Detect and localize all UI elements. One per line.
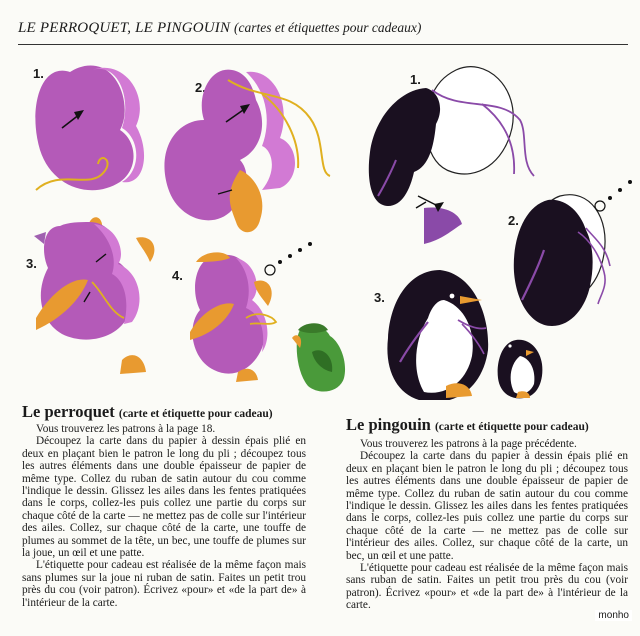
penguin-section-title [346,415,589,435]
penguin-para3: L'étiquette pour cadeau est réalisée de la même façon mais sans ruban de satin. Faites un petit trou près du cou (voir patron). Écrivez «pour» et «de la part de» à l'intérieur de la carte. [346,562,628,612]
penguin-step3-illustration [387,270,488,400]
penguin-step-3: 3. [374,290,385,305]
penguin-instructions [346,438,628,612]
parrot-step-1: 1. [33,66,44,81]
penguin-title-paren: (carte et étiquette pour cadeau) [434,421,589,433]
parrot-step-4: 4. [172,268,183,283]
page-subtitle: (cartes et étiquettes pour cadeaux) [233,20,422,35]
penguin-step1-illustration [369,67,534,244]
parrot-step1-illustration [35,65,144,190]
penguin-step-2: 2. [508,213,519,228]
parrot-step3-illustration [34,217,154,374]
penguin-step-1: 1. [410,72,421,87]
penguin-para1: Vous trouverez les patrons à la page précédente. [360,438,577,450]
green-parrot-tag-illustration [292,323,345,391]
parrot-para3: L'étiquette pour cadeau est réalisée de la même façon mais sans plumes sur la joue ni ruban de satin. Faites un petit trou près du cou (voir patron). Écrivez «pour» et «de la part de» à l'intérieur de la carte. [22,559,306,609]
penguin-title: Le pingouin [346,415,431,434]
parrot-title: Le perroquet [22,402,115,421]
penguin-para2: Découpez la carte dans du papier à dessin épais plié en deux en plaçant bien le patron le long du pli ; découpez tous les autres éléments dans une double épaisseur de papier de même type. Collez du ruban de satin autour du cou comme l'indique le dessin. Glissez les ailes dans les fentes pratiquées dans le corps, collez-les puis collez une partie du corps sur chaque côté de la carte — ne mettez pas de colle sur l'intérieur des ailes. Collez, sur chaque côté de la carte, un bec, un œil et une patte. [346,450,628,562]
parrot-para2: Découpez la carte dans du papier à dessin épais plié en deux en plaçant bien le patron le long du pli ; découpez tous les autres éléments dans une double épaisseur de papier de même type. Collez du ruban de satin autour du cou comme l'indique le dessin. Glissez les ailes dans les fentes pratiquées dans le corps, collez-les puis collez une partie du corps sur chaque côté de la carte — ne mettez pas de colle sur l'intérieur des ailes. Collez, sur chaque côté de la carte, une touffe de plumes au sommet de la tête, un bec, une touffe de plumes sur la joue, un œil et une patte. [22,435,306,560]
parrot-step-2: 2. [195,80,206,95]
parrot-title-paren: (carte et étiquette pour cadeau) [118,408,273,420]
parrot-section-title [22,402,273,422]
page-title: LE PERROQUET, LE PINGOUIN [18,20,231,36]
parrot-para1: Vous trouverez les patrons à la page 18. [36,423,216,435]
parrot-step-3: 3. [26,256,37,271]
penguin-tag-illustration [498,340,543,399]
parrot-step2-illustration [164,70,330,233]
parrot-step4-illustration [190,242,312,382]
penguin-step2-illustration [514,180,632,326]
parrot-instructions [22,423,306,609]
signature-watermark: monho [595,610,632,621]
